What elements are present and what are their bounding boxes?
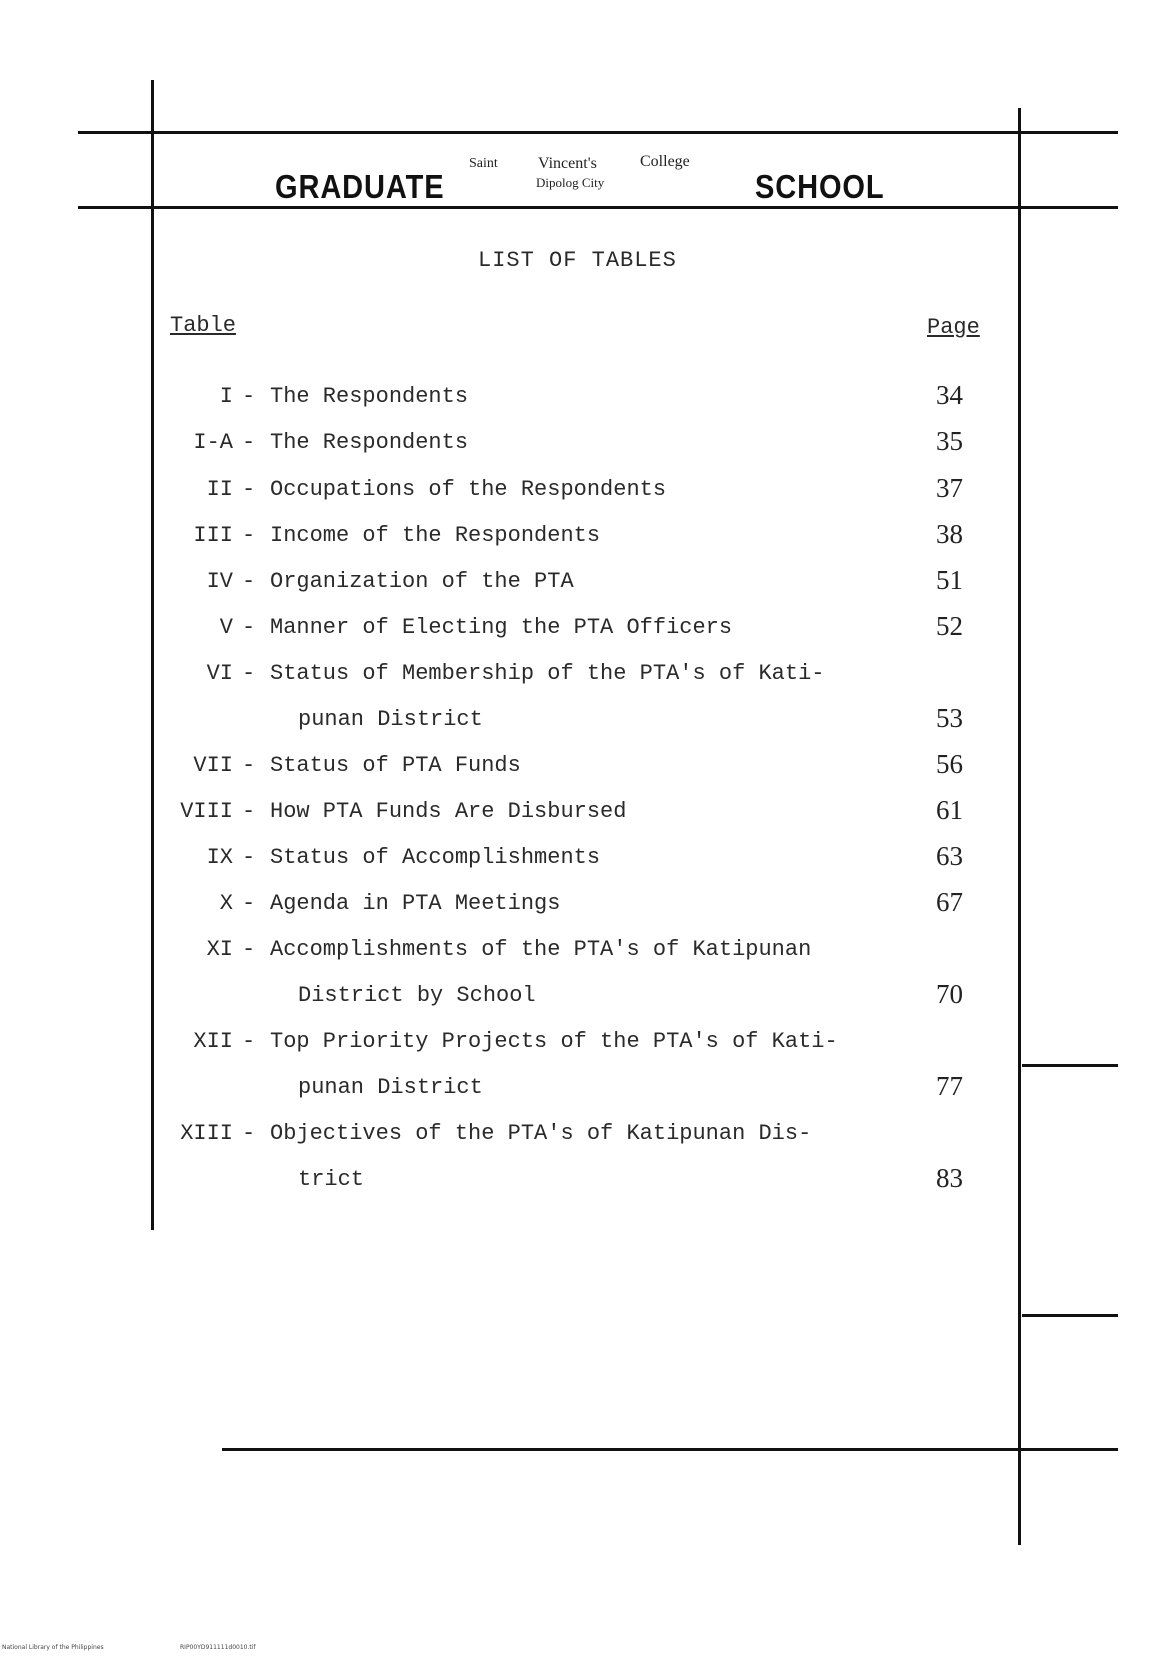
list-item xyxy=(0,519,1168,569)
list-item xyxy=(0,380,1168,430)
list-item xyxy=(0,887,1168,937)
scan-footer-filename: RIP00YD911111d0010.tif xyxy=(180,1644,256,1651)
separator-dash: - xyxy=(242,937,256,962)
page-number: 51 xyxy=(936,565,963,595)
table-title: The Respondents xyxy=(270,430,469,455)
header-bottom-line xyxy=(78,206,1118,209)
page-number: 53 xyxy=(936,703,963,733)
list-item xyxy=(0,841,1168,891)
page-number: 70 xyxy=(936,979,963,1009)
separator-dash: - xyxy=(242,1121,256,1146)
list-item xyxy=(0,1029,1168,1121)
table-number: IV xyxy=(206,569,233,594)
page-title: LIST OF TABLES xyxy=(478,248,677,273)
separator-dash: - xyxy=(242,477,256,502)
table-number: VIII xyxy=(180,799,233,824)
table-title: Status of Membership of the PTA's of Kati- xyxy=(270,661,825,686)
separator-dash: - xyxy=(242,615,256,640)
table-title: Agenda in PTA Meetings xyxy=(270,891,561,916)
column-header-table: Table xyxy=(170,313,237,338)
table-number: I-A xyxy=(193,430,233,455)
separator-dash: - xyxy=(242,799,256,824)
separator-dash: - xyxy=(242,845,256,870)
table-title: Income of the Respondents xyxy=(270,523,601,548)
separator-dash: - xyxy=(242,523,256,548)
letterhead-college-vincents: Vincent's xyxy=(538,155,597,172)
table-number: XIII xyxy=(180,1121,233,1146)
table-number: II xyxy=(206,477,233,502)
list-item xyxy=(0,565,1168,615)
scan-footer-source: National Library of the Philippines xyxy=(2,1644,104,1651)
letterhead-college-saint: Saint xyxy=(469,156,498,171)
list-item xyxy=(0,473,1168,523)
list-item xyxy=(0,1121,1168,1213)
table-number: VI xyxy=(206,661,233,686)
table-title: Status of Accomplishments xyxy=(270,845,601,870)
list-item xyxy=(0,611,1168,661)
page-number: 77 xyxy=(936,1071,963,1101)
header-top-line xyxy=(78,131,1118,134)
page-number: 37 xyxy=(936,473,963,503)
list-item xyxy=(0,661,1168,753)
table-number: X xyxy=(219,891,233,916)
letterhead-school: SCHOOL xyxy=(755,168,885,205)
page-number: 52 xyxy=(936,611,963,641)
table-title-continued: trict xyxy=(298,1167,365,1192)
page-number: 35 xyxy=(936,426,963,456)
column-header-page: Page xyxy=(927,315,980,340)
separator-dash: - xyxy=(242,753,256,778)
table-title: The Respondents xyxy=(270,384,469,409)
table-title: How PTA Funds Are Disbursed xyxy=(270,799,627,824)
table-number: IX xyxy=(206,845,233,870)
table-number: I xyxy=(219,384,233,409)
page-number: 67 xyxy=(936,887,963,917)
letterhead-graduate: GRADUATE xyxy=(275,168,445,205)
table-title: Organization of the PTA xyxy=(270,569,574,594)
page-number: 83 xyxy=(936,1163,963,1193)
table-title: Status of PTA Funds xyxy=(270,753,521,778)
table-title: Top Priority Projects of the PTA's of Kati- xyxy=(270,1029,838,1054)
list-item xyxy=(0,749,1168,799)
separator-dash: - xyxy=(242,430,256,455)
page-number: 63 xyxy=(936,841,963,871)
list-item xyxy=(0,426,1168,476)
letterhead-college-college: College xyxy=(640,153,690,170)
list-item xyxy=(0,937,1168,1029)
separator-dash: - xyxy=(242,891,256,916)
page-number: 34 xyxy=(936,380,963,410)
list-item xyxy=(0,795,1168,845)
margin-tick-right-2 xyxy=(1022,1314,1118,1317)
table-number: XII xyxy=(193,1029,233,1054)
separator-dash: - xyxy=(242,569,256,594)
page-number: 61 xyxy=(936,795,963,825)
letterhead-city: Dipolog City xyxy=(536,175,605,190)
separator-dash: - xyxy=(242,1029,256,1054)
footer-line xyxy=(222,1448,1118,1451)
table-title: Occupations of the Respondents xyxy=(270,477,667,502)
table-title: Objectives of the PTA's of Katipunan Dis- xyxy=(270,1121,812,1146)
table-title-continued: punan District xyxy=(298,1075,483,1100)
separator-dash: - xyxy=(242,661,256,686)
table-title-continued: punan District xyxy=(298,707,483,732)
table-number: V xyxy=(219,615,233,640)
separator-dash: - xyxy=(242,384,256,409)
table-title: Manner of Electing the PTA Officers xyxy=(270,615,733,640)
table-number: III xyxy=(193,523,233,548)
page-number: 56 xyxy=(936,749,963,779)
table-number: VII xyxy=(193,753,233,778)
table-number: XI xyxy=(206,937,233,962)
table-title: Accomplishments of the PTA's of Katipunan xyxy=(270,937,812,962)
table-title-continued: District by School xyxy=(298,983,536,1008)
page-number: 38 xyxy=(936,519,963,549)
